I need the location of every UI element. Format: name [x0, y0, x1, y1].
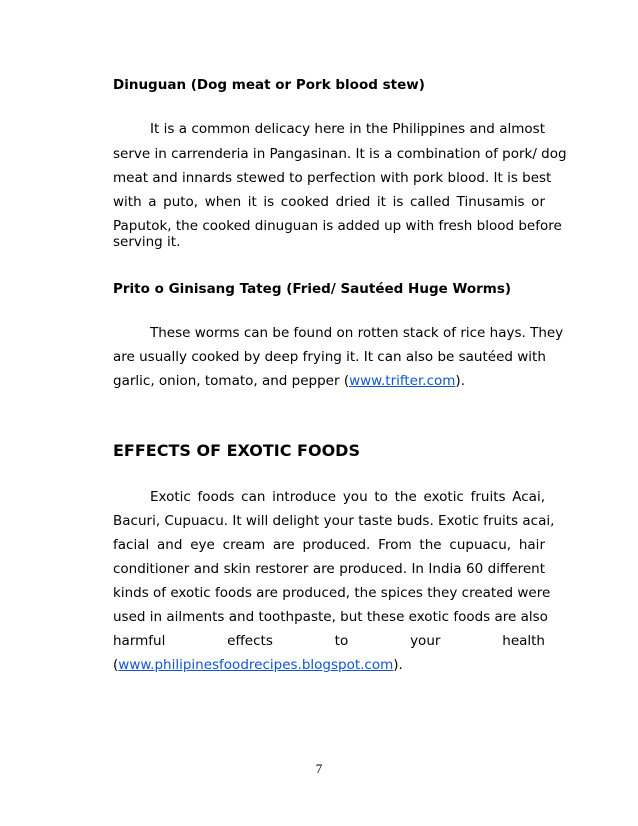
heading-effects-exotic-foods: EFFECTS OF EXOTIC FOODS [113, 441, 360, 460]
paragraph-line: Paputok, the cooked dinuguan is added up with fresh blood before [113, 218, 562, 234]
paragraph-line-spread: harmful effects to your health [113, 633, 545, 649]
paragraph-line: Bacuri, Cupuacu. It will delight your taste buds. Exotic fruits acai, [113, 513, 555, 529]
paragraph-line: meat and innards stewed to perfection with pork blood. It is best [113, 170, 552, 186]
link-suffix: ). [455, 373, 465, 389]
page-number: 7 [315, 761, 323, 776]
paragraph-line: with a puto, when it is cooked dried it is called Tinusamis or [113, 194, 545, 210]
paragraph-line: serve in carrenderia in Pangasinan. It is a combination of pork/ dog [113, 146, 567, 162]
paragraph-line: It is a common delicacy here in the Philippines and almost [150, 121, 545, 137]
trifter-link[interactable]: www.trifter.com [349, 373, 456, 389]
paragraph-line: kinds of exotic foods are produced, the spices they created were [113, 585, 551, 601]
link-suffix: ). [393, 657, 403, 673]
paragraph-line: conditioner and skin restorer are produced. In India 60 different [113, 561, 545, 577]
paragraph-line: Exotic foods can introduce you to the exotic fruits Acai, [150, 489, 545, 505]
paragraph-line: serving it. [113, 234, 181, 250]
link-prefix: ( [113, 657, 119, 673]
philipinesfoodrecipes-link[interactable]: www.philipinesfoodrecipes.blogspot.com [118, 657, 394, 673]
paragraph-line: These worms can be found on rotten stack of rice hays. They [150, 325, 564, 341]
paragraph-line: used in ailments and toothpaste, but these exotic foods are also [113, 609, 548, 625]
paragraph-line [113, 657, 545, 673]
paragraph-line: facial and eye cream are produced. From the cupuacu, hair [113, 537, 545, 553]
paragraph-line: are usually cooked by deep frying it. It can also be sautéed with [113, 349, 546, 365]
heading-prito-tateg: Prito o Ginisang Tateg (Fried/ Sautéed Huge Worms) [113, 281, 512, 297]
paragraph-line [113, 373, 545, 389]
link-prefix: garlic, onion, tomato, and pepper ( [113, 373, 350, 389]
heading-dinuguan: Dinuguan (Dog meat or Pork blood stew) [113, 77, 425, 93]
